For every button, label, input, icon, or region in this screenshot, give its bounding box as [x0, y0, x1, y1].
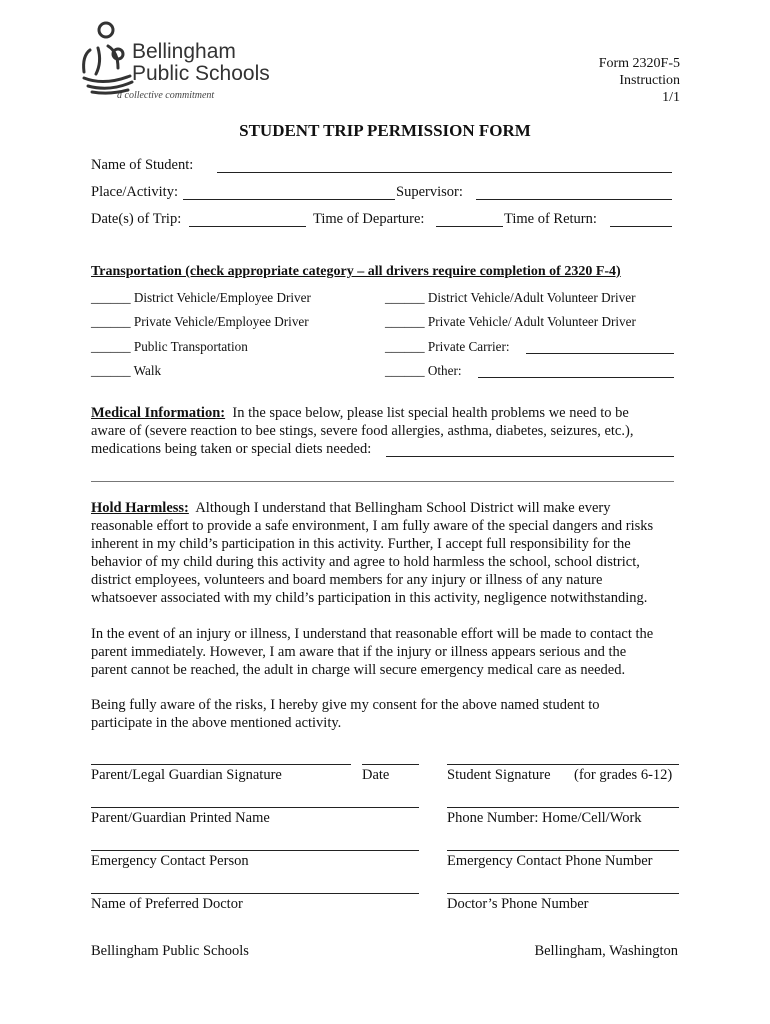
- logo-tagline: a collective commitment: [117, 90, 215, 101]
- option-label: Public Transportation: [133, 339, 248, 354]
- page-number: 1/1: [662, 90, 680, 105]
- time-of-departure-field[interactable]: [436, 226, 503, 227]
- student-signature-field[interactable]: [447, 764, 679, 765]
- transportation-heading: Transportation (check appropriate category – all drivers require completion of 2320 F-4): [91, 264, 621, 279]
- page-title: STUDENT TRIP PERMISSION FORM: [239, 121, 531, 140]
- date-label: Date: [362, 767, 390, 783]
- footer-right: Bellingham, Washington: [534, 943, 678, 959]
- form-type: Instruction: [619, 73, 680, 88]
- hold-harmless-line: whatsoever associated with my child’s participation in this activity, negligence notwithstanding.: [91, 590, 648, 606]
- medical-line2: aware of (severe reaction to bee stings, severe food allergies, asthma, diabetes, seizures, etc.),: [91, 423, 634, 439]
- option-label: Private Carrier:: [427, 339, 510, 354]
- date-field[interactable]: [362, 764, 419, 765]
- time-of-return-field[interactable]: [610, 226, 672, 227]
- time-of-departure-label: Time of Departure:: [313, 211, 425, 227]
- checkbox-blank[interactable]: ______: [385, 314, 425, 329]
- dates-of-trip-field[interactable]: [189, 226, 306, 227]
- name-of-student-field[interactable]: [217, 172, 672, 173]
- logo-name-line2: Public Schools: [132, 62, 270, 85]
- parent-printed-name-label: Parent/Guardian Printed Name: [91, 810, 270, 826]
- option-label: Walk: [133, 363, 162, 378]
- supervisor-label: Supervisor:: [396, 184, 463, 200]
- emergency-phone-field[interactable]: [447, 850, 679, 851]
- medical-line3: medications being taken or special diets needed:: [91, 441, 372, 457]
- transport-option-district-volunteer[interactable]: [385, 290, 636, 306]
- place-activity-label: Place/Activity:: [91, 184, 178, 200]
- supervisor-field[interactable]: [476, 199, 672, 200]
- logo-name-line1: Bellingham: [132, 40, 236, 63]
- checkbox-blank[interactable]: ______: [385, 290, 425, 305]
- doctor-phone-field[interactable]: [447, 893, 679, 894]
- checkbox-blank[interactable]: ______: [91, 339, 131, 354]
- medical-field-2[interactable]: [91, 481, 674, 482]
- emergency-contact-label: Emergency Contact Person: [91, 853, 249, 869]
- doctor-phone-label: Doctor’s Phone Number: [447, 896, 589, 912]
- option-label: Other:: [427, 363, 462, 378]
- transport-option-walk[interactable]: [91, 363, 161, 379]
- option-label: District Vehicle/Adult Volunteer Driver: [427, 290, 636, 305]
- hold-harmless-line: reasonable effort to provide a safe environment, I am fully aware of the special dangers and risks: [91, 518, 654, 534]
- checkbox-blank[interactable]: ______: [385, 339, 425, 354]
- transport-option-private-carrier[interactable]: [385, 339, 510, 355]
- checkbox-blank[interactable]: ______: [91, 290, 131, 305]
- parent-signature-label: Parent/Legal Guardian Signature: [91, 767, 282, 783]
- preferred-doctor-field[interactable]: [91, 893, 419, 894]
- phone-number-label: Phone Number: Home/Cell/Work: [447, 810, 642, 826]
- hold-harmless-line: behavior of my child during this activity and agree to hold harmless the school, school district,: [91, 554, 640, 570]
- logo-figure-icon: [78, 20, 138, 98]
- preferred-doctor-label: Name of Preferred Doctor: [91, 896, 243, 912]
- medical-heading: Medical Information:: [91, 405, 226, 421]
- transport-option-private-volunteer[interactable]: [385, 314, 636, 330]
- checkbox-blank[interactable]: ______: [91, 363, 131, 378]
- medical-line1: [91, 405, 629, 422]
- student-grades-label: (for grades 6-12): [574, 767, 673, 783]
- parent-signature-field[interactable]: [91, 764, 351, 765]
- option-label: Private Vehicle/ Adult Volunteer Driver: [427, 314, 636, 329]
- student-signature-label: Student Signature: [447, 767, 551, 783]
- time-of-return-label: Time of Return:: [504, 211, 597, 227]
- footer-left: Bellingham Public Schools: [91, 943, 249, 959]
- emergency-contact-field[interactable]: [91, 850, 419, 851]
- transport-option-public[interactable]: [91, 339, 248, 355]
- checkbox-blank[interactable]: ______: [91, 314, 131, 329]
- emergency-phone-label: Emergency Contact Phone Number: [447, 853, 653, 869]
- form-number: Form 2320F-5: [598, 56, 680, 71]
- hold-harmless-text: Although I understand that Bellingham School District will make every: [195, 500, 611, 516]
- name-of-student-label: Name of Student:: [91, 157, 194, 173]
- hold-harmless-heading: Hold Harmless:: [91, 500, 189, 516]
- hold-harmless-line: inherent in my child’s participation in this activity. Further, I accept full responsibility for the: [91, 536, 631, 552]
- injury-line: parent cannot be reached, the adult in charge will secure emergency medical care as needed.: [91, 662, 626, 678]
- medical-text: In the space below, please list special health problems we need to be: [232, 405, 629, 421]
- dates-of-trip-label: Date(s) of Trip:: [91, 211, 182, 227]
- private-carrier-field[interactable]: [526, 353, 674, 354]
- option-label: Private Vehicle/Employee Driver: [133, 314, 309, 329]
- consent-line: Being fully aware of the risks, I hereby give my consent for the above named student to: [91, 697, 600, 713]
- consent-line: participate in the above mentioned activity.: [91, 715, 342, 731]
- medical-field-1[interactable]: [386, 456, 674, 457]
- phone-number-field[interactable]: [447, 807, 679, 808]
- hold-harmless-line: district employees, volunteers and board members for any injury or illness of any nature: [91, 572, 603, 588]
- transport-option-other[interactable]: [385, 363, 462, 379]
- transport-option-private-employee[interactable]: [91, 314, 309, 330]
- injury-line: In the event of an injury or illness, I understand that reasonable effort will be made to contact the: [91, 626, 654, 642]
- parent-printed-name-field[interactable]: [91, 807, 419, 808]
- hold-harmless-line1: [91, 500, 611, 517]
- checkbox-blank[interactable]: ______: [385, 363, 425, 378]
- place-activity-field[interactable]: [183, 199, 395, 200]
- option-label: District Vehicle/Employee Driver: [133, 290, 311, 305]
- other-transport-field[interactable]: [478, 377, 674, 378]
- transport-option-district-employee[interactable]: [91, 290, 311, 306]
- injury-line: parent immediately. However, I am aware that if the injury or illness appears serious and the: [91, 644, 627, 660]
